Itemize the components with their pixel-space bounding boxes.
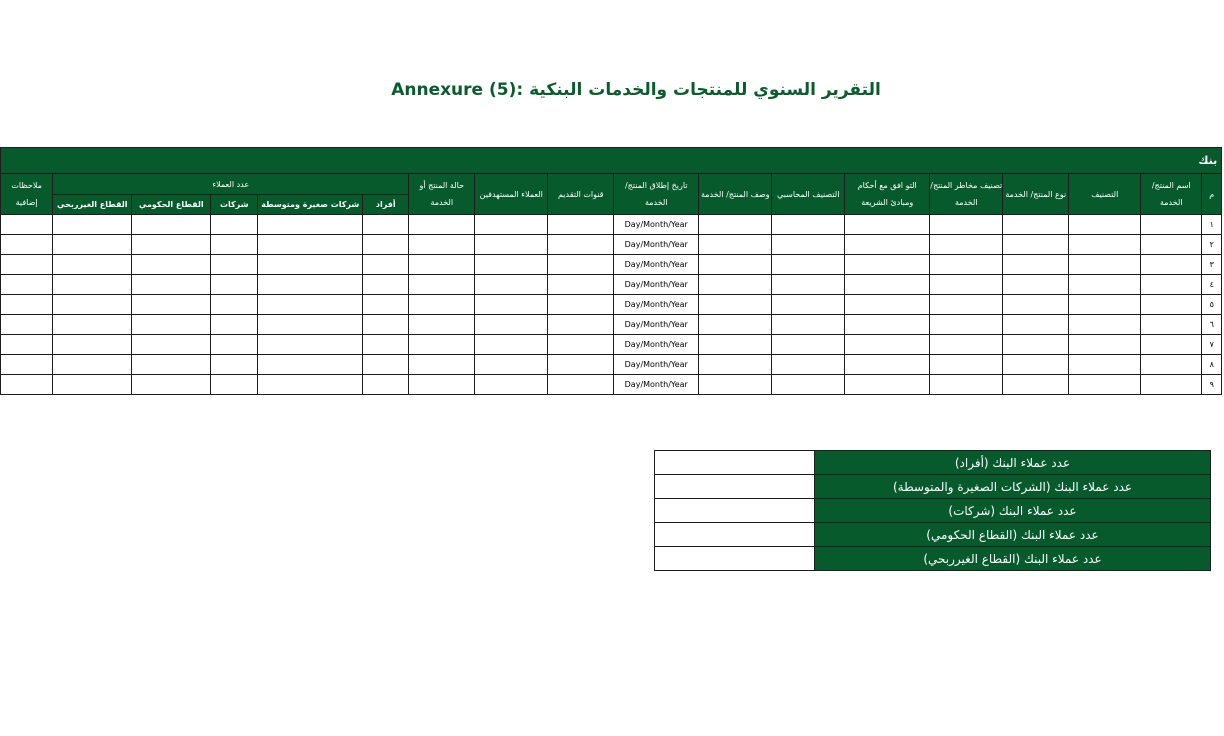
table-cell[interactable] <box>772 315 845 335</box>
table-cell[interactable] <box>548 375 614 395</box>
table-cell[interactable] <box>53 275 132 295</box>
header-product-name: اسم المنتج/ الخدمة <box>1141 174 1202 215</box>
table-cell[interactable] <box>53 215 132 235</box>
table-cell[interactable] <box>772 295 845 315</box>
header-target-customers: العملاء المستهدفين <box>475 174 548 215</box>
table-cell[interactable] <box>363 375 409 395</box>
table-cell[interactable] <box>930 255 1003 275</box>
table-cell[interactable] <box>845 295 930 315</box>
table-cell[interactable] <box>699 295 772 315</box>
table-cell[interactable] <box>475 215 548 235</box>
table-cell[interactable] <box>1069 235 1141 255</box>
table-cell[interactable] <box>1069 255 1141 275</box>
table-cell[interactable] <box>772 355 845 375</box>
header-delivery-channels: قنوات التقديم <box>548 174 614 215</box>
table-cell[interactable] <box>1141 275 1202 295</box>
header-sharia-compliance: التو افق مع أحكام ومبادئ الشريعة <box>845 174 930 215</box>
header-notes: ملاحظات إضافية <box>1 174 53 215</box>
table-cell[interactable] <box>1069 275 1141 295</box>
summary-value-cell[interactable] <box>655 547 815 571</box>
table-cell[interactable] <box>1003 275 1069 295</box>
summary-value-cell[interactable] <box>655 523 815 547</box>
table-cell[interactable] <box>53 355 132 375</box>
summary-row <box>655 451 1211 475</box>
table-cell[interactable] <box>699 215 772 235</box>
table-row <box>1 275 1222 295</box>
row-number: ١ <box>1202 215 1222 235</box>
row-number: ٨ <box>1202 355 1222 375</box>
table-row <box>1 255 1222 275</box>
table-cell[interactable] <box>409 355 475 375</box>
table-cell[interactable] <box>699 335 772 355</box>
table-row <box>1 295 1222 315</box>
table-cell[interactable] <box>132 315 211 335</box>
table-cell[interactable] <box>363 355 409 375</box>
table-cell[interactable] <box>363 275 409 295</box>
summary-row <box>655 499 1211 523</box>
table-cell[interactable] <box>845 355 930 375</box>
table-cell[interactable] <box>845 215 930 235</box>
table-cell[interactable] <box>699 275 772 295</box>
table-cell[interactable] <box>132 275 211 295</box>
table-cell[interactable] <box>363 215 409 235</box>
table-row <box>1 375 1222 395</box>
table-cell[interactable] <box>1 235 53 255</box>
launch-date-cell[interactable]: Day/Month/Year <box>614 315 699 335</box>
table-cell[interactable] <box>1141 355 1202 375</box>
table-cell[interactable] <box>930 335 1003 355</box>
table-cell[interactable] <box>409 255 475 275</box>
table-cell[interactable] <box>548 235 614 255</box>
table-cell[interactable] <box>53 335 132 355</box>
table-cell[interactable] <box>845 275 930 295</box>
summary-value-cell[interactable] <box>655 475 815 499</box>
table-cell[interactable] <box>53 315 132 335</box>
header-classification: التصنيف <box>1069 174 1141 215</box>
table-cell[interactable] <box>930 375 1003 395</box>
launch-date-cell[interactable]: Day/Month/Year <box>614 295 699 315</box>
table-cell[interactable] <box>258 355 363 375</box>
launch-date-cell[interactable]: Day/Month/Year <box>614 275 699 295</box>
table-cell[interactable] <box>772 335 845 355</box>
table-cell[interactable] <box>1069 295 1141 315</box>
table-cell[interactable] <box>1 275 53 295</box>
header-sme: شركات صغيرة ومتوسطة <box>258 195 363 215</box>
row-number: ٩ <box>1202 375 1222 395</box>
header-companies: شركات <box>211 195 258 215</box>
launch-date-cell[interactable]: Day/Month/Year <box>614 335 699 355</box>
table-cell[interactable] <box>1 355 53 375</box>
header-accounting-classification: التصنيف المحاسبي <box>772 174 845 215</box>
table-cell[interactable] <box>363 335 409 355</box>
table-cell[interactable] <box>548 335 614 355</box>
summary-table <box>654 450 1211 571</box>
row-number: ٢ <box>1202 235 1222 255</box>
table-cell[interactable] <box>1069 315 1141 335</box>
table-cell[interactable] <box>772 235 845 255</box>
table-cell[interactable] <box>258 255 363 275</box>
table-cell[interactable] <box>363 235 409 255</box>
table-cell[interactable] <box>132 295 211 315</box>
header-product-type: نوع المنتج/ الخدمة <box>1003 174 1069 215</box>
launch-date-cell[interactable]: Day/Month/Year <box>614 355 699 375</box>
table-cell[interactable] <box>1141 335 1202 355</box>
table-cell[interactable] <box>1 315 53 335</box>
table-cell[interactable] <box>1141 295 1202 315</box>
table-row <box>1 355 1222 375</box>
table-cell[interactable] <box>475 275 548 295</box>
header-product-status: حالة المنتج أو الخدمة <box>409 174 475 215</box>
bank-name-cell: بنك <box>1 148 1222 174</box>
table-cell[interactable] <box>258 215 363 235</box>
table-cell[interactable] <box>258 235 363 255</box>
table-cell[interactable] <box>1 255 53 275</box>
products-table <box>0 147 1222 395</box>
table-row <box>1 335 1222 355</box>
table-cell[interactable] <box>258 375 363 395</box>
table-cell[interactable] <box>548 315 614 335</box>
table-cell[interactable] <box>1069 335 1141 355</box>
table-cell[interactable] <box>772 215 845 235</box>
table-cell[interactable] <box>1003 215 1069 235</box>
table-cell[interactable] <box>132 215 211 235</box>
table-cell[interactable] <box>1 375 53 395</box>
table-row <box>1 235 1222 255</box>
table-cell[interactable] <box>475 235 548 255</box>
table-cell[interactable] <box>1003 315 1069 335</box>
table-cell[interactable] <box>772 375 845 395</box>
header-launch-date: تاريخ إطلاق المنتج/ الخدمة <box>614 174 699 215</box>
table-cell[interactable] <box>409 275 475 295</box>
table-cell[interactable] <box>845 255 930 275</box>
header-nonprofit: القطاع الغيرربحي <box>53 195 132 215</box>
table-cell[interactable] <box>1 335 53 355</box>
table-cell[interactable] <box>1003 335 1069 355</box>
table-cell[interactable] <box>1141 255 1202 275</box>
table-cell[interactable] <box>1003 255 1069 275</box>
header-risk-classification: تصنيف مخاطر المنتج/الخدمة <box>930 174 1003 215</box>
table-cell[interactable] <box>475 375 548 395</box>
table-cell[interactable] <box>258 335 363 355</box>
summary-value-cell[interactable] <box>655 499 815 523</box>
row-number: ٣ <box>1202 255 1222 275</box>
table-cell[interactable] <box>1069 355 1141 375</box>
table-cell[interactable] <box>548 215 614 235</box>
table-cell[interactable] <box>409 315 475 335</box>
table-cell[interactable] <box>258 315 363 335</box>
table-cell[interactable] <box>211 275 258 295</box>
table-cell[interactable] <box>845 235 930 255</box>
table-cell[interactable] <box>930 295 1003 315</box>
table-cell[interactable] <box>409 235 475 255</box>
table-cell[interactable] <box>211 355 258 375</box>
table-cell[interactable] <box>211 255 258 275</box>
header-individuals: أفراد <box>363 195 409 215</box>
table-cell[interactable] <box>211 235 258 255</box>
header-government: القطاع الحكومي <box>132 195 211 215</box>
table-cell[interactable] <box>930 275 1003 295</box>
table-cell[interactable] <box>475 315 548 335</box>
table-cell[interactable] <box>53 235 132 255</box>
table-cell[interactable] <box>1141 315 1202 335</box>
launch-date-cell[interactable]: Day/Month/Year <box>614 375 699 395</box>
table-cell[interactable] <box>211 295 258 315</box>
summary-row <box>655 523 1211 547</box>
table-cell[interactable] <box>699 355 772 375</box>
table-cell[interactable] <box>845 375 930 395</box>
table-cell[interactable] <box>548 255 614 275</box>
row-number: ٧ <box>1202 335 1222 355</box>
header-product-description: وصف المنتج/ الخدمة <box>699 174 772 215</box>
header-serial: م <box>1202 174 1222 215</box>
summary-label: عدد عملاء البنك (أفراد) <box>815 451 1211 475</box>
summary-row <box>655 547 1211 571</box>
table-cell[interactable] <box>930 355 1003 375</box>
table-cell[interactable] <box>1069 375 1141 395</box>
table-cell[interactable] <box>132 235 211 255</box>
table-cell[interactable] <box>930 315 1003 335</box>
table-cell[interactable] <box>845 335 930 355</box>
table-cell[interactable] <box>409 215 475 235</box>
table-cell[interactable] <box>53 295 132 315</box>
table-cell[interactable] <box>1141 215 1202 235</box>
header-customer-count: عدد العملاء <box>53 174 409 195</box>
table-cell[interactable] <box>1003 295 1069 315</box>
row-number: ٤ <box>1202 275 1222 295</box>
table-cell[interactable] <box>845 315 930 335</box>
table-cell[interactable] <box>699 255 772 275</box>
table-cell[interactable] <box>53 255 132 275</box>
table-cell[interactable] <box>699 315 772 335</box>
table-row <box>1 215 1222 235</box>
table-cell[interactable] <box>409 295 475 315</box>
table-cell[interactable] <box>930 215 1003 235</box>
table-cell[interactable] <box>211 215 258 235</box>
launch-date-cell[interactable]: Day/Month/Year <box>614 215 699 235</box>
table-cell[interactable] <box>699 235 772 255</box>
table-cell[interactable] <box>1 295 53 315</box>
table-cell[interactable] <box>363 315 409 335</box>
table-cell[interactable] <box>548 355 614 375</box>
summary-label: عدد عملاء البنك (القطاع الغيرربحي) <box>815 547 1211 571</box>
table-cell[interactable] <box>772 275 845 295</box>
table-cell[interactable] <box>548 295 614 315</box>
row-number: ٥ <box>1202 295 1222 315</box>
table-cell[interactable] <box>475 335 548 355</box>
table-cell[interactable] <box>211 335 258 355</box>
launch-date-cell[interactable]: Day/Month/Year <box>614 235 699 255</box>
table-cell[interactable] <box>363 255 409 275</box>
summary-label: عدد عملاء البنك (القطاع الحكومي) <box>815 523 1211 547</box>
table-cell[interactable] <box>772 255 845 275</box>
summary-value-cell[interactable] <box>655 451 815 475</box>
launch-date-cell[interactable]: Day/Month/Year <box>614 255 699 275</box>
summary-label: عدد عملاء البنك (شركات) <box>815 499 1211 523</box>
table-cell[interactable] <box>1003 235 1069 255</box>
table-cell[interactable] <box>258 275 363 295</box>
table-cell[interactable] <box>211 375 258 395</box>
table-cell[interactable] <box>53 375 132 395</box>
table-cell[interactable] <box>699 375 772 395</box>
table-cell[interactable] <box>1 215 53 235</box>
table-cell[interactable] <box>1003 355 1069 375</box>
table-cell[interactable] <box>409 335 475 355</box>
summary-label: عدد عملاء البنك (الشركات الصغيرة والمتوسطة) <box>815 475 1211 499</box>
table-cell[interactable] <box>548 275 614 295</box>
table-cell[interactable] <box>132 375 211 395</box>
table-cell[interactable] <box>475 255 548 275</box>
table-cell[interactable] <box>363 295 409 315</box>
table-cell[interactable] <box>1141 375 1202 395</box>
table-cell[interactable] <box>258 295 363 315</box>
table-cell[interactable] <box>132 255 211 275</box>
table-cell[interactable] <box>475 295 548 315</box>
table-cell[interactable] <box>1141 235 1202 255</box>
table-row <box>1 315 1222 335</box>
table-cell[interactable] <box>409 375 475 395</box>
table-cell[interactable] <box>1003 375 1069 395</box>
table-cell[interactable] <box>475 355 548 375</box>
row-number: ٦ <box>1202 315 1222 335</box>
table-cell[interactable] <box>132 355 211 375</box>
table-cell[interactable] <box>132 335 211 355</box>
table-cell[interactable] <box>930 235 1003 255</box>
page-title: التقرير السنوي للمنتجات والخدمات البنكية :(5) Annexure <box>391 80 881 100</box>
table-cell[interactable] <box>1069 215 1141 235</box>
table-cell[interactable] <box>211 315 258 335</box>
summary-row <box>655 475 1211 499</box>
